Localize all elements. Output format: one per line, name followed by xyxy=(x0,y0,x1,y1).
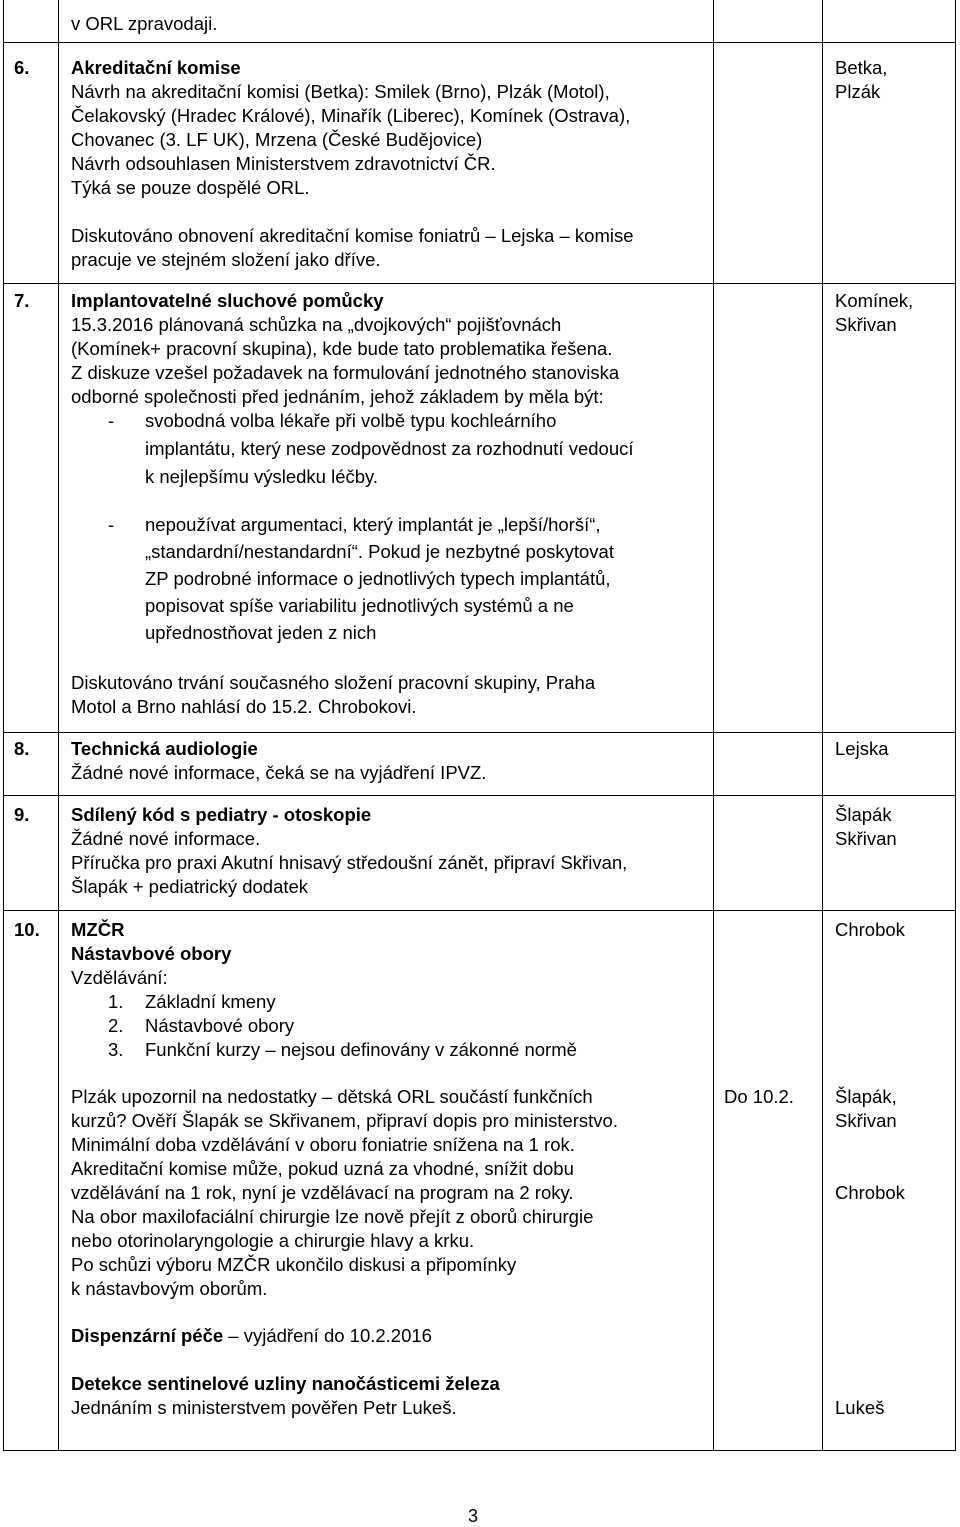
row-10-text: kurzů? Ověří Šlapák se Skřivanem, připraví dopis pro ministerstvo. xyxy=(71,1110,618,1131)
row-10-responsible: Skřivan xyxy=(835,1110,897,1131)
list-item-text: Funkční kurzy – nejsou definovány v zákonné normě xyxy=(145,1039,577,1060)
table-border-right xyxy=(955,0,956,1451)
row-separator xyxy=(3,283,956,284)
row-10-text: Plzák upozornil na nedostatky – dětská ORL součástí funkčních xyxy=(71,1086,593,1107)
table-divider-responsible xyxy=(822,0,823,1451)
row-9-responsible: Šlapák xyxy=(835,804,892,825)
row-7-text: 15.3.2016 plánovaná schůzka na „dvojkových“ pojišťovnách xyxy=(71,314,562,335)
list-item-text: Nástavbové obory xyxy=(145,1015,295,1036)
row-10-text: nebo otorinolaryngologie a chirurgie hlavy a krku. xyxy=(71,1230,475,1251)
row-9-number: 9. xyxy=(14,804,30,825)
row-7-text: Diskutováno trvání současného složení pracovní skupiny, Praha xyxy=(71,672,596,693)
row-10-text: Vzdělávání: xyxy=(71,967,168,988)
row-10-number: 10. xyxy=(14,919,40,940)
row-10-title: MZČR xyxy=(71,919,125,940)
row-8-responsible: Lejska xyxy=(835,738,889,759)
row-10-responsible: Chrobok xyxy=(835,919,905,940)
row-10-subtitle: Nástavbové obory xyxy=(71,943,232,964)
row-7-text: odborné společnosti před jednáním, jehož základem by měla být: xyxy=(71,386,604,407)
row-6-text: Diskutováno obnovení akreditační komise foniatrů – Lejska – komise xyxy=(71,225,634,246)
row-9-text: Žádné nové informace. xyxy=(71,828,261,849)
row-separator xyxy=(3,42,956,43)
row-7-responsible: Komínek, xyxy=(835,290,914,311)
row-6-responsible: Betka, xyxy=(835,57,888,78)
row-7-responsible: Skřivan xyxy=(835,314,897,335)
row-7-text: Motol a Brno nahlásí do 15.2. Chrobokovi. xyxy=(71,696,417,717)
dispenzarni-line xyxy=(71,1324,432,1348)
row-separator xyxy=(3,910,956,911)
row-7-bullet-text: „standardní/nestandardní“. Pokud je nezbytné poskytovat xyxy=(145,541,614,562)
row-9-text: Šlapák + pediatrický dodatek xyxy=(71,876,309,897)
row-10-text: Jednáním s ministerstvem pověřen Petr Lukeš. xyxy=(71,1397,457,1418)
row-6-text: Chovanec (3. LF UK), Mrzena (České Budějovice) xyxy=(71,129,483,150)
row-9-title: Sdílený kód s pediatry - otoskopie xyxy=(71,804,372,825)
row-6-text: Čelakovský (Hradec Králové), Minařík (Liberec), Komínek (Ostrava), xyxy=(71,105,631,126)
list-item-text: Základní kmeny xyxy=(145,991,276,1012)
row-10-text: Minimální doba vzdělávání v oboru foniatrie snížena na 1 rok. xyxy=(71,1134,575,1155)
row-10-text: Akreditační komise může, pokud uzná za vhodné, snížit dobu xyxy=(71,1158,574,1179)
table-divider-number xyxy=(58,0,59,1451)
list-number: 2. xyxy=(108,1015,124,1036)
row-separator xyxy=(3,732,956,733)
row-6-number: 6. xyxy=(14,57,30,78)
row-10-text: Po schůzi výboru MZČR ukončilo diskusi a připomínky xyxy=(71,1254,517,1275)
row-10-responsible: Chrobok xyxy=(835,1182,905,1203)
row-10-text: vzdělávání na 1 rok, nyní je vzdělávací na program na 2 roky. xyxy=(71,1182,574,1203)
row-6-title: Akreditační komise xyxy=(71,57,241,78)
row-8-number: 8. xyxy=(14,738,30,759)
row-7-number: 7. xyxy=(14,290,30,311)
row-9-responsible: Skřivan xyxy=(835,828,897,849)
row-10-deadline: Do 10.2. xyxy=(724,1086,794,1107)
row-9-text: Příručka pro praxi Akutní hnisavý středoušní zánět, připraví Skřivan, xyxy=(71,852,628,873)
row-10-responsible: Šlapák, xyxy=(835,1086,897,1107)
list-number: 3. xyxy=(108,1039,124,1060)
row-6-text: Návrh odsouhlasen Ministerstvem zdravotnictví ČR. xyxy=(71,153,496,174)
page-number: 3 xyxy=(468,1506,479,1526)
row-separator xyxy=(3,795,956,796)
row-7-text: Z diskuze vzešel požadavek na formulování jednotného stanoviska xyxy=(71,362,620,383)
row-10-text: k nástavbovým oborům. xyxy=(71,1278,268,1299)
bullet-dash: - xyxy=(108,410,115,431)
row-6-text: Návrh na akreditační komisi (Betka): Smilek (Brno), Plzák (Motol), xyxy=(71,81,610,102)
row-6-text: pracuje ve stejném složení jako dříve. xyxy=(71,249,381,270)
row-7-text: (Komínek+ pracovní skupina), kde bude tato problematika řešena. xyxy=(71,338,613,359)
table-border-left xyxy=(3,0,4,1451)
row-7-bullet-text: upřednostňovat jeden z nich xyxy=(145,622,377,643)
bullet-dash: - xyxy=(108,514,115,535)
row-8-title: Technická audiologie xyxy=(71,738,258,759)
row-6-responsible: Plzák xyxy=(835,81,881,102)
row-7-bullet-text: ZP podrobné informace o jednotlivých typech implantátů, xyxy=(145,568,611,589)
list-number: 1. xyxy=(108,991,124,1012)
row-10-responsible: Lukeš xyxy=(835,1397,885,1418)
row-7-bullet-text: k nejlepšímu výsledku léčby. xyxy=(145,466,379,487)
row-7-bullet-text: popisovat spíše variabilitu jednotlivých systémů a ne xyxy=(145,595,574,616)
row-7-bullet-text: nepoužívat argumentaci, který implantát je „lepší/horší“, xyxy=(145,514,601,535)
row-7-bullet-text: implantátu, který nese zodpovědnost za rozhodnutí vedoucí xyxy=(145,438,634,459)
row-10-text: Na obor maxilofaciální chirurgie lze nově přejít z oborů chirurgie xyxy=(71,1206,594,1227)
sentinel-title: Detekce sentinelové uzliny nanočásticemi železa xyxy=(71,1373,500,1394)
table-border-bottom xyxy=(3,1450,956,1451)
row-8-text: Žádné nové informace, čeká se na vyjádření IPVZ. xyxy=(71,762,487,783)
table-divider-deadline xyxy=(713,0,714,1451)
top-fragment-text: v ORL zpravodaji. xyxy=(71,13,218,34)
row-7-title: Implantovatelné sluchové pomůcky xyxy=(71,290,384,311)
dispenzarni-text: – vyjádření do 10.2.2016 xyxy=(223,1325,432,1346)
row-6-text: Týká se pouze dospělé ORL. xyxy=(71,177,310,198)
dispenzarni-title: Dispenzární péče xyxy=(71,1325,224,1346)
row-7-bullet-text: svobodná volba lékaře při volbě typu kochleárního xyxy=(145,410,557,431)
